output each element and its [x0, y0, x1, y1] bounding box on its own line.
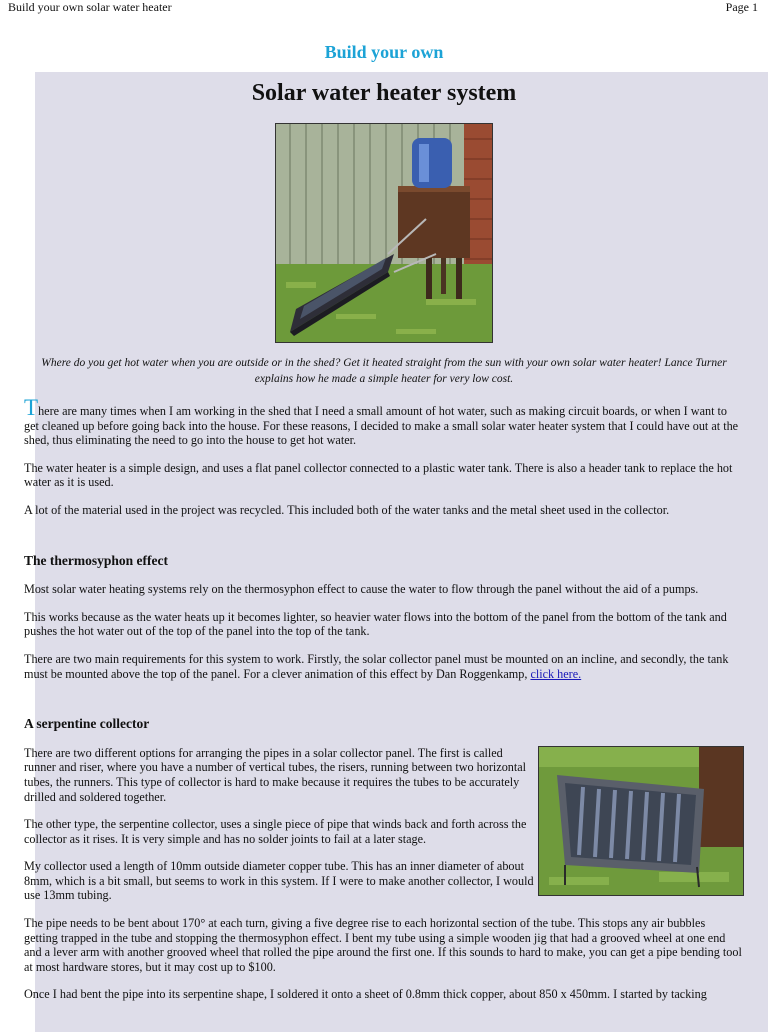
- paragraph: Once I had bent the pipe into its serpentine shape, I soldered it onto a sheet of 0.8mm thick copper, about 850 x 450mm. I started by tacking: [24, 987, 707, 1002]
- paragraph: A lot of the material used in the project was recycled. This included both of the water tanks and the metal sheet used in the collector.: [24, 502, 670, 517]
- paragraph: The water heater is a simple design, and uses a flat panel collector connected to a plastic water tank. There is also a header tank to replace the hot water as it is used.: [24, 460, 733, 490]
- collector-photo: [538, 746, 744, 896]
- paragraph: The pipe needs to be bent about 170° at each turn, giving a five degree rise to each horizontal section of the tube. This stops any air bubbles getting trapped in the tube and stopping the thermosyphon effect. I bent my tube using a simple wooden jig that had a grooved wheel at one end and a lever arm with another grooved wheel that rolled the pipe around the first one. If this sounds to hard to make, you can get a pipe bending tool at most hardware stores, but it may cost up to $100.: [24, 916, 742, 974]
- site-title: Build your own: [324, 42, 444, 62]
- document-title: Build your own solar water heater: [8, 0, 172, 14]
- image-caption: Where do you get hot water when you are outside or in the shed? Get it heated straight from the sun with your own solar water heater! Lance Turner explains how he made a simple heater for very low cost.: [41, 357, 727, 385]
- intro-paragraph: [24, 395, 742, 448]
- animation-link[interactable]: click here.: [530, 666, 582, 681]
- section-heading-serpentine: A serpentine collector: [24, 716, 150, 732]
- page-number: Page 1: [725, 0, 758, 14]
- paragraph: This works because as the water heats up it becomes lighter, so heavier water flows into the bottom of the panel from the bottom of the tank and pushes the hot water out of the top of the panel into the top of the tank.: [24, 609, 727, 639]
- paragraph: Most solar water heating systems rely on the thermosyphon effect to cause the water to flow through the panel without the aid of a pumps.: [24, 582, 699, 597]
- page-header: [0, 0, 768, 16]
- paragraph: [24, 652, 742, 681]
- paragraph: The other type, the serpentine collector, uses a single piece of pipe that winds back and forth across the collector as it rises. It is very simple and has no solder joints to fail at a later stage.: [24, 817, 527, 846]
- article-body: [24, 395, 742, 1015]
- paragraph: There are two different options for arranging the pipes in a solar collector panel. The first is called runner and riser, where you have a number of vertical tubes, the risers, running between two horizontal tubes, the runners. This type of collector is hard to make because it requires the tubes to be accurately drilled and soldered together.: [24, 745, 527, 804]
- intro-text: here are many times when I am working in the shed that I need a small amount of hot water, such as making circuit boards, or when I want to get cleaned up before going back into the house. For these reasons, I decided to make a small solar water heater system that I could have out at the shed, thus eliminating the need to go into the house to get hot water.: [24, 404, 739, 448]
- drop-cap: T: [24, 395, 39, 420]
- solar-heater-photo: [275, 123, 493, 343]
- paragraph: My collector used a length of 10mm outside diameter copper tube. This has an inner diameter of about 8mm, which is a bit small, but seems to work in this system. If I were to make another collector, I would use 13mm tubing.: [24, 859, 534, 903]
- page-title: Solar water heater system: [251, 80, 517, 106]
- paragraph-text: There are two main requirements for this system to work. Firstly, the solar collector panel must be mounted on an incline, and secondly, the tank must be mounted above the top of the panel. For a clever animation of this effect by Dan Roggenkamp,: [24, 651, 729, 681]
- section-heading-thermosyphon: The thermosyphon effect: [24, 552, 168, 568]
